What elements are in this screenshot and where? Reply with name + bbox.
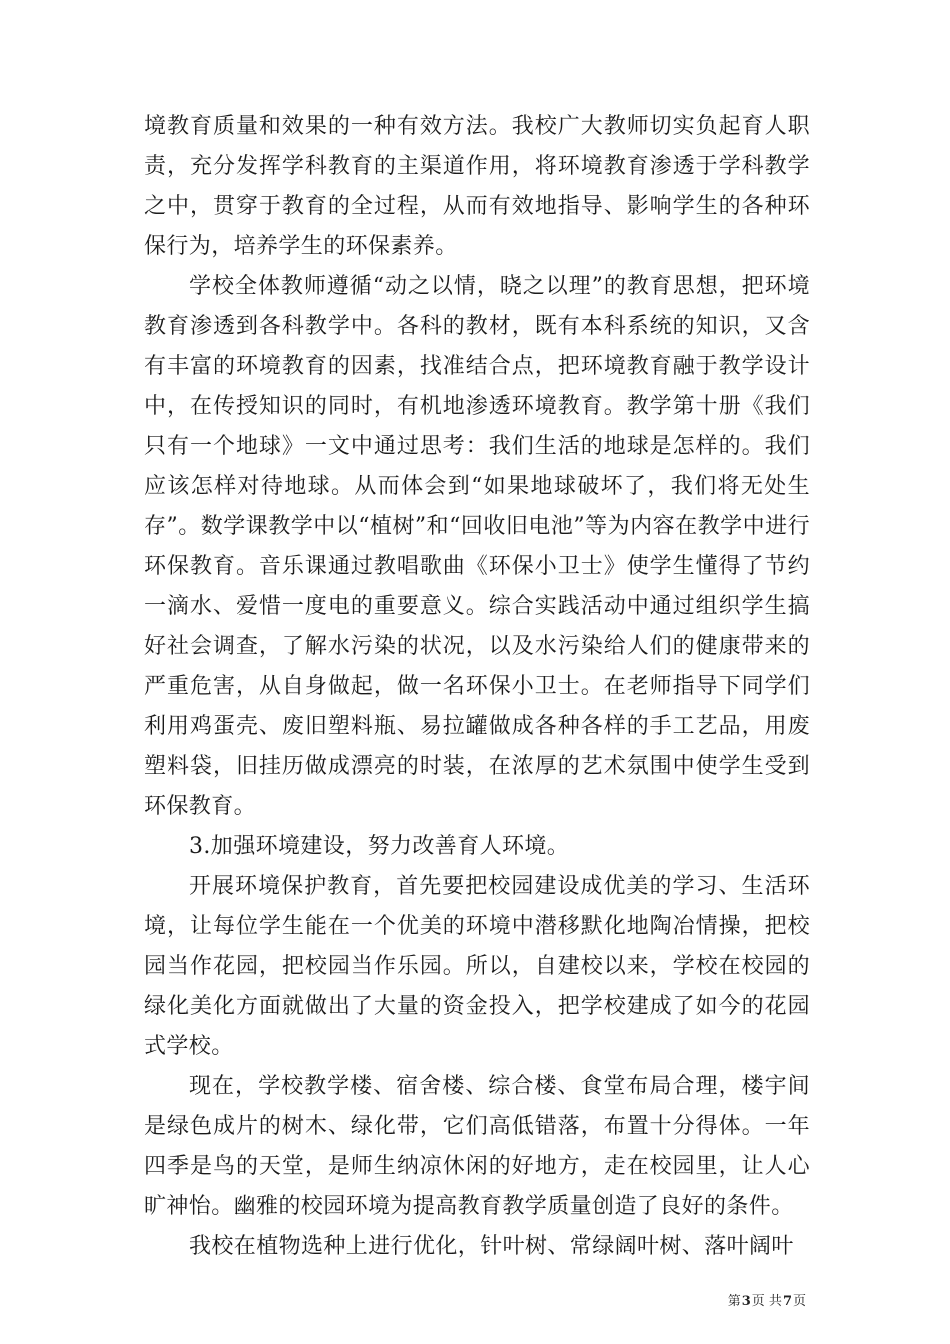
footer-prefix: 第	[727, 1294, 741, 1309]
paragraph-5: 现在，学校教学楼、宿舍楼、综合楼、食堂布局合理，楼宇间是绿色成片的树木、绿化带，它们高低错落，布置十分得体。一年四季是鸟的天堂，是师生纳凉休闲的好地方，走在校园里，让人心旷神怡。幽雅的校园环境为提高教育教学质量创造了良好的条件。	[144, 1074, 810, 1219]
page-number-footer	[728, 1290, 806, 1309]
document-body	[144, 107, 810, 1267]
footer-middle: 页 共	[751, 1294, 782, 1309]
current-page-number: 3	[741, 1294, 751, 1309]
paragraph-6: 我校在植物选种上进行优化，针叶树、常绿阔叶树、落叶阔叶	[189, 1234, 794, 1259]
paragraph-1: 境教育质量和效果的一种有效方法。我校广大教师切实负起育人职责，充分发挥学科教育的主渠道作用，将环境教育渗透于学科教学之中，贯穿于教育的全过程，从而有效地指导、影响学生的各种环保行为，培养学生的环保素养。	[144, 114, 810, 259]
paragraph-4: 开展环境保护教育，首先要把校园建设成优美的学习、生活环境，让每位学生能在一个优美的环境中潜移默化地陶冶情操，把校园当作花园，把校园当作乐园。所以，自建校以来，学校在校园的绿化美化方面就做出了大量的资金投入，把学校建成了如今的花园式学校。	[144, 874, 810, 1059]
paragraph-2: 学校全体教师遵循“动之以情，晓之以理”的教育思想，把环境教育渗透到各科教学中。各科的教材，既有本科系统的知识，又含有丰富的环境教育的因素，找准结合点，把环境教育融于教学设计中，在传授知识的同时，有机地渗透环境教育。教学第十册《我们只有一个地球》一文中通过思考：我们生活的地球是怎样的。我们应该怎样对待地球。从而体会到“如果地球破坏了，我们将无处生存”。数学课教学中以“植树”和“回收旧电池”等为内容在教学中进行环保教育。音乐课通过教唱歌曲《环保小卫士》使学生懂得了节约一滴水、爱惜一度电的重要意义。综合实践活动中通过组织学生搞好社会调查，了解水污染的状况，以及水污染给人们的健康带来的严重危害，从自身做起，做一名环保小卫士。在老师指导下同学们利用鸡蛋壳、废旧塑料瓶、易拉罐做成各种各样的手工艺品，用废塑料袋，旧挂历做成漂亮的时装，在浓厚的艺术氛围中使学生受到环保教育。	[144, 274, 810, 819]
section-heading-3: 3.加强环境建设，努力改善育人环境。	[189, 834, 570, 859]
total-pages-number: 7	[782, 1294, 792, 1309]
footer-suffix: 页	[792, 1294, 806, 1309]
